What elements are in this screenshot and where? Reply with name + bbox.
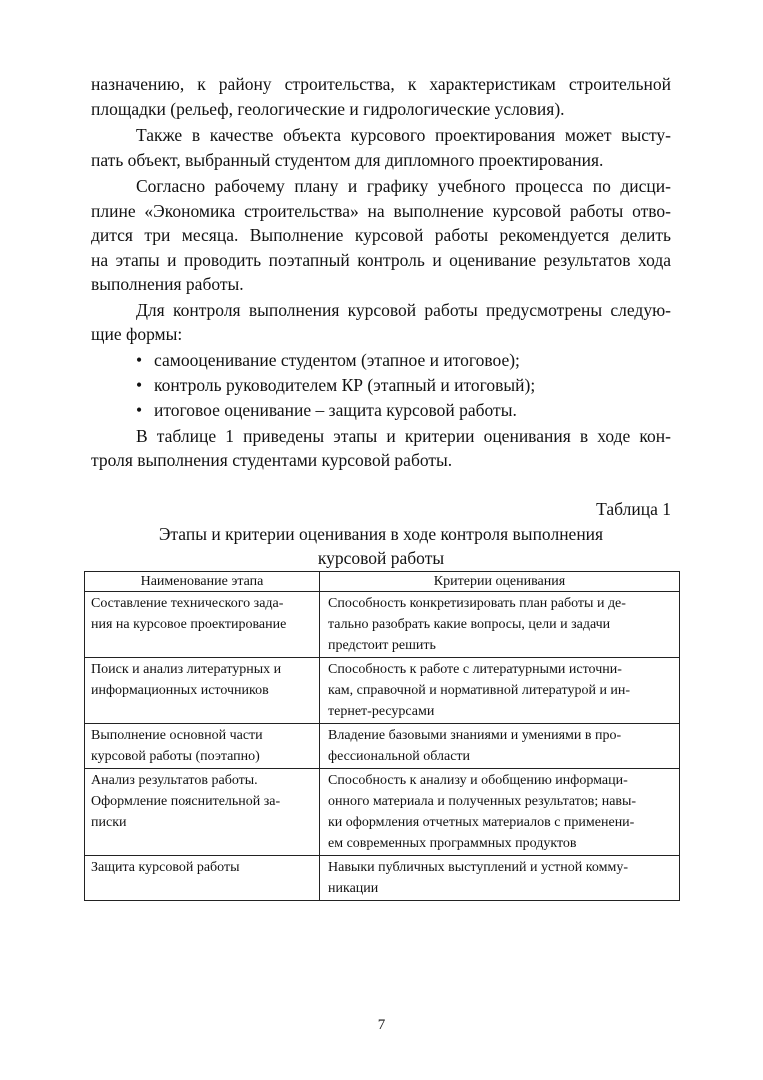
stage-cell — [85, 856, 320, 901]
table-title-line-1: Этапы и критерии оценивания в ходе контроля выполнения — [158, 524, 604, 544]
list-item — [136, 348, 671, 372]
cell-line: Защита курсовой работы — [91, 860, 240, 875]
criteria-cell — [320, 724, 680, 769]
bullet-icon: • — [136, 350, 143, 370]
cell-line: кам, справочной и нормативной литературой и ин- — [328, 683, 631, 698]
cell-line: фессиональной области — [328, 749, 471, 764]
cell-line: курсовой работы (поэтапно) — [91, 749, 260, 764]
cell-line: ния на курсовое проектирование — [91, 617, 287, 632]
paragraph-3-line-5: выполнения работы. — [91, 274, 244, 294]
cell-line: Владение базовыми знаниями и умениями в про- — [328, 728, 622, 743]
column-header-stage: Наименование этапа — [85, 572, 320, 592]
table-row — [85, 658, 680, 724]
cell-line: Составление технического зада- — [91, 596, 284, 611]
paragraph-1-line-1: назначению, к району строительства, к характеристикам строительной — [91, 74, 671, 94]
cell-line: тально разобрать какие вопросы, цели и задачи — [328, 617, 611, 632]
cell-line: Выполнение основной части — [91, 728, 263, 743]
criteria-cell — [320, 856, 680, 901]
criteria-cell — [320, 769, 680, 856]
list-item-text: итоговое оценивание – защита курсовой работы. — [154, 400, 517, 420]
cell-line: информационных источников — [91, 683, 269, 698]
stage-cell — [85, 769, 320, 856]
cell-line: писки — [91, 815, 127, 830]
cell-line: онного материала и полученных результатов; навы- — [328, 794, 637, 809]
cell-line: Анализ результатов работы. — [91, 773, 258, 788]
stage-cell — [85, 592, 320, 658]
cell-line: Способность конкретизировать план работы и де- — [328, 596, 626, 611]
column-header-criteria: Критерии оценивания — [320, 572, 680, 592]
cell-line: Оформление пояснительной за- — [91, 794, 281, 809]
table-header-row — [85, 572, 680, 592]
table-row — [85, 724, 680, 769]
table-row — [85, 769, 680, 856]
criteria-cell — [320, 658, 680, 724]
stage-cell — [85, 724, 320, 769]
paragraph-5-line-2: троля выполнения студентами курсовой работы. — [91, 450, 453, 470]
stage-cell — [85, 658, 320, 724]
cell-line: тернет-ресурсами — [328, 704, 435, 719]
page-number: 7 — [377, 1017, 386, 1033]
cell-line: Способность к анализу и обобщению информаци- — [328, 773, 628, 788]
list-item-text: контроль руководителем КР (этапный и итоговый); — [154, 375, 536, 395]
cell-line: ки оформления отчетных материалов с применени- — [328, 815, 635, 830]
bullet-icon: • — [136, 375, 143, 395]
criteria-table — [84, 571, 680, 901]
paragraph-2-line-2: пать объект, выбранный студентом для дипломного проектирования. — [91, 150, 604, 170]
paragraph-1-line-2: площадки (рельеф, геологические и гидрологические условия). — [91, 99, 565, 119]
table-row — [85, 592, 680, 658]
table-row — [85, 856, 680, 901]
bullet-icon: • — [136, 400, 143, 420]
paragraph-3-line-2: плине «Экономика строительства» на выполнение курсовой работы отво- — [91, 201, 671, 221]
table-title-line-2: курсовой работы — [317, 548, 445, 568]
list-item-text: самооценивание студентом (этапное и итоговое); — [154, 350, 520, 370]
cell-line: Навыки публичных выступлений и устной комму- — [328, 860, 628, 875]
paragraph-5-line-1: В таблице 1 приведены этапы и критерии оценивания в ходе кон- — [136, 426, 671, 446]
cell-line: предстоит решить — [328, 638, 436, 653]
cell-line: никации — [328, 881, 379, 896]
paragraph-3-line-3: дится три месяца. Выполнение курсовой работы рекомендуется делить — [91, 225, 671, 245]
cell-line: ем современных программных продуктов — [328, 836, 577, 851]
cell-line: Способность к работе с литературными источни- — [328, 662, 622, 677]
paragraph-2-line-1: Также в качестве объекта курсового проектирования может высту- — [136, 125, 671, 145]
criteria-cell — [320, 592, 680, 658]
paragraph-3-line-1: Согласно рабочему плану и графику учебного процесса по дисци- — [136, 176, 671, 196]
list-item — [136, 373, 671, 397]
cell-line: Поиск и анализ литературных и — [91, 662, 282, 677]
paragraph-4-line-2: щие формы: — [91, 324, 183, 344]
paragraph-3-line-4: на этапы и проводить поэтапный контроль и оценивание результатов хода — [91, 250, 671, 270]
paragraph-4-line-1: Для контроля выполнения курсовой работы предусмотрены следую- — [136, 300, 671, 320]
list-item — [136, 398, 671, 422]
table-label: Таблица 1 — [596, 499, 671, 519]
